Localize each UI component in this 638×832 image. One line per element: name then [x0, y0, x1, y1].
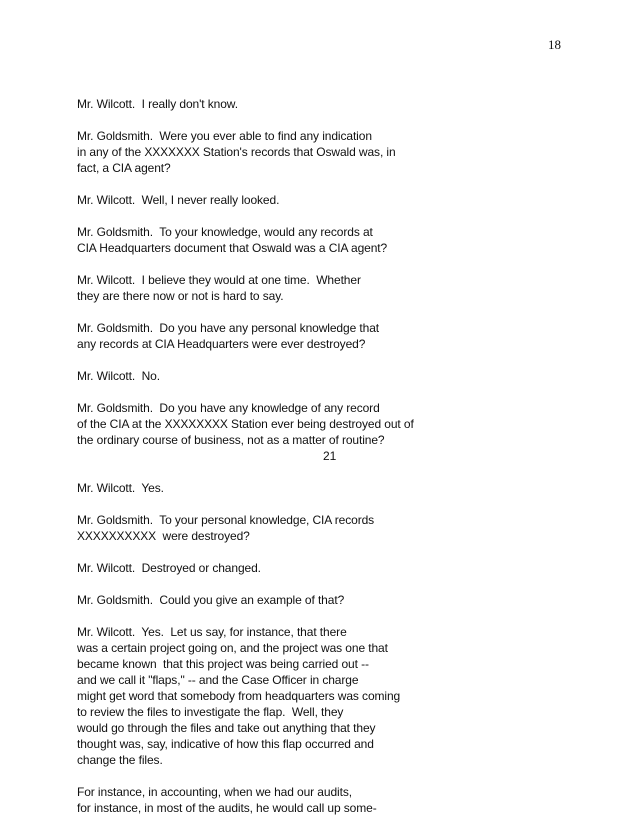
paragraph	[77, 272, 557, 304]
text-line: of the CIA at the XXXXXXXX Station ever being destroyed out of	[77, 417, 414, 431]
paragraph	[77, 480, 557, 496]
text-line: Mr. Goldsmith. Could you give an example of that?	[77, 593, 345, 607]
text-line: Mr. Goldsmith. Do you have any personal knowledge that	[77, 321, 380, 335]
text-line: fact, a CIA agent?	[77, 161, 171, 175]
text-line: to review the files to investigate the flap. Well, they	[77, 705, 344, 719]
text-line: Mr. Wilcott. I really don't know.	[77, 97, 238, 111]
text-line: CIA Headquarters document that Oswald was a CIA agent?	[77, 241, 388, 255]
text-line: Mr. Goldsmith. To your personal knowledge, CIA records	[77, 513, 375, 527]
paragraph	[77, 128, 557, 176]
text-line: Mr. Wilcott. I believe they would at one time. Whether	[77, 273, 361, 287]
paragraph	[77, 96, 557, 112]
page-number: 18	[548, 37, 561, 52]
paragraph	[77, 560, 557, 576]
paragraph	[77, 224, 557, 256]
text-line: in any of the XXXXXXX Station's records that Oswald was, in	[77, 145, 396, 159]
text-line: might get word that somebody from headquarters was coming	[77, 689, 401, 703]
text-line: was a certain project going on, and the project was one that	[77, 641, 388, 655]
transcript-body	[77, 96, 557, 832]
text-line: change the files.	[77, 753, 163, 767]
text-line: would go through the files and take out anything that they	[77, 721, 376, 735]
paragraph	[77, 624, 557, 768]
inline-page-number: 21	[323, 449, 337, 463]
text-line: For instance, in accounting, when we had our audits,	[77, 785, 352, 799]
text-line: and we call it "flaps," -- and the Case Officer in charge	[77, 673, 359, 687]
paragraph	[77, 192, 557, 208]
paragraph	[77, 592, 557, 608]
text-line: Mr. Goldsmith. Were you ever able to find any indication	[77, 129, 372, 143]
text-line: became known that this project was being carried out --	[77, 657, 369, 671]
text-line: the ordinary course of business, not as a matter of routine?	[77, 433, 385, 447]
text-line: Mr. Goldsmith. To your knowledge, would any records at	[77, 225, 373, 239]
text-line: Mr. Wilcott. No.	[77, 369, 160, 383]
text-line: any records at CIA Headquarters were ever destroyed?	[77, 337, 366, 351]
text-line: they are there now or not is hard to say.	[77, 289, 284, 303]
text-line: thought was, say, indicative of how this flap occurred and	[77, 737, 374, 751]
text-line: Mr. Goldsmith. Do you have any knowledge of any record	[77, 401, 380, 415]
text-line: for instance, in most of the audits, he would call up some-	[77, 801, 377, 815]
text-line: Mr. Wilcott. Yes.	[77, 481, 164, 495]
text-line: XXXXXXXXXX were destroyed?	[77, 529, 250, 543]
paragraph	[77, 400, 557, 464]
paragraph	[77, 368, 557, 384]
text-line: Mr. Wilcott. Yes. Let us say, for instance, that there	[77, 625, 347, 639]
paragraph	[77, 784, 557, 816]
paragraph	[77, 512, 557, 544]
text-line: Mr. Wilcott. Destroyed or changed.	[77, 561, 261, 575]
paragraph	[77, 320, 557, 352]
text-line: Mr. Wilcott. Well, I never really looked.	[77, 193, 280, 207]
